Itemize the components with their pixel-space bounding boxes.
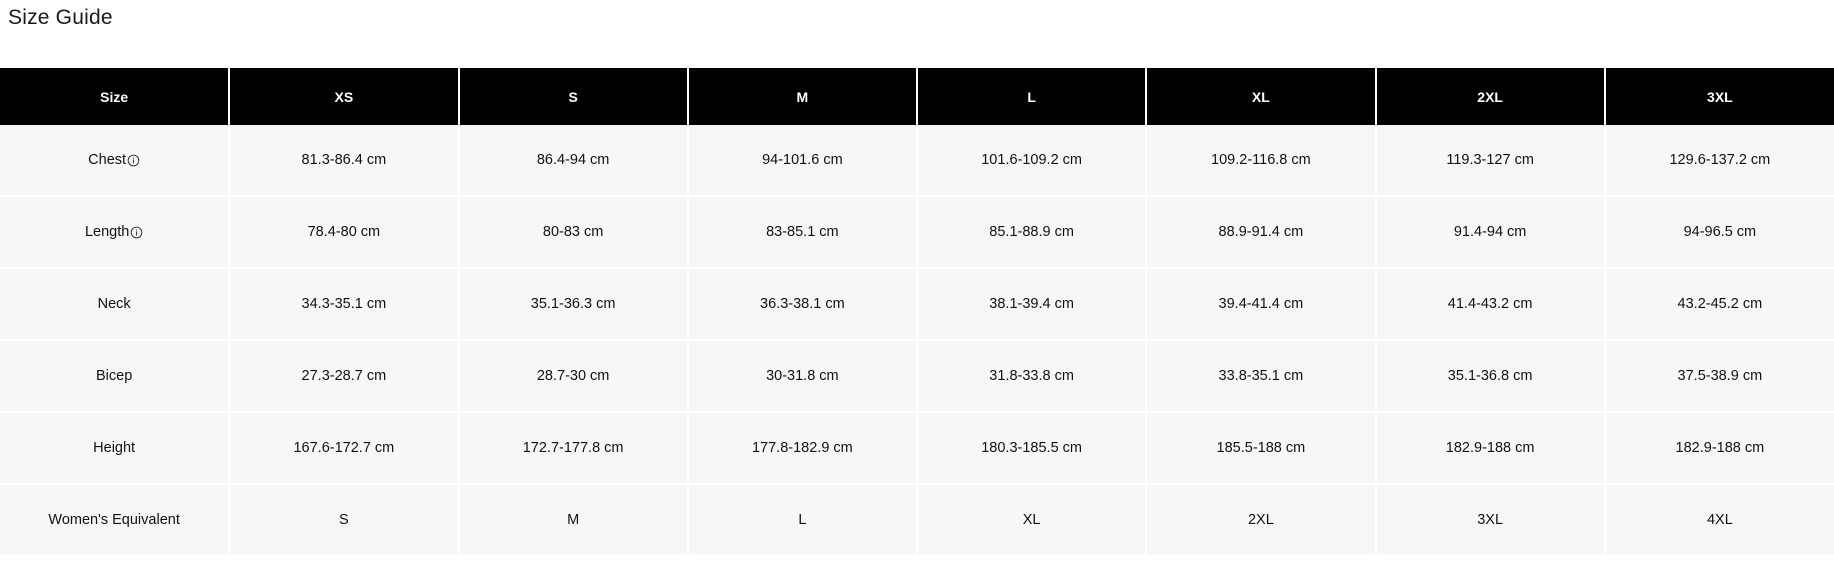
cell-womens-xl: 2XL — [1146, 484, 1375, 555]
column-header-l: L — [917, 68, 1146, 125]
cell-chest-s: 86.4-94 cm — [459, 125, 688, 196]
cell-neck-3xl: 43.2-45.2 cm — [1605, 268, 1834, 340]
cell-height-xs: 167.6-172.7 cm — [229, 412, 458, 484]
cell-length-xs: 78.4-80 cm — [229, 196, 458, 268]
cell-length-3xl: 94-96.5 cm — [1605, 196, 1834, 268]
column-header-2xl: 2XL — [1376, 68, 1605, 125]
table-row — [0, 268, 1834, 340]
table-row — [0, 484, 1834, 555]
row-label-length — [0, 196, 229, 268]
cell-height-2xl: 182.9-188 cm — [1376, 412, 1605, 484]
cell-chest-3xl: 129.6-137.2 cm — [1605, 125, 1834, 196]
row-label-chest — [0, 125, 229, 196]
cell-chest-m: 94-101.6 cm — [688, 125, 917, 196]
cell-womens-xs: S — [229, 484, 458, 555]
cell-womens-2xl: 3XL — [1376, 484, 1605, 555]
table-row — [0, 125, 1834, 196]
cell-neck-l: 38.1-39.4 cm — [917, 268, 1146, 340]
table-row — [0, 412, 1834, 484]
cell-height-s: 172.7-177.8 cm — [459, 412, 688, 484]
cell-bicep-3xl: 37.5-38.9 cm — [1605, 340, 1834, 412]
cell-neck-xs: 34.3-35.1 cm — [229, 268, 458, 340]
info-circle-icon[interactable] — [127, 154, 140, 167]
cell-womens-s: M — [459, 484, 688, 555]
cell-neck-xl: 39.4-41.4 cm — [1146, 268, 1375, 340]
size-guide-table — [0, 68, 1834, 555]
table-header — [0, 68, 1834, 125]
cell-height-m: 177.8-182.9 cm — [688, 412, 917, 484]
cell-womens-m: L — [688, 484, 917, 555]
table-row — [0, 340, 1834, 412]
cell-womens-3xl: 4XL — [1605, 484, 1834, 555]
row-label-height — [0, 412, 229, 484]
row-label-text: Women's Equivalent — [48, 512, 180, 528]
column-header-xs: XS — [229, 68, 458, 125]
table-body — [0, 125, 1834, 555]
row-label-text: Neck — [97, 296, 131, 312]
cell-chest-xl: 109.2-116.8 cm — [1146, 125, 1375, 196]
cell-bicep-2xl: 35.1-36.8 cm — [1376, 340, 1605, 412]
row-label-neck — [0, 268, 229, 340]
cell-bicep-s: 28.7-30 cm — [459, 340, 688, 412]
column-header-3xl: 3XL — [1605, 68, 1834, 125]
cell-length-xl: 88.9-91.4 cm — [1146, 196, 1375, 268]
column-header-size: Size — [0, 68, 229, 125]
cell-length-2xl: 91.4-94 cm — [1376, 196, 1605, 268]
cell-length-l: 85.1-88.9 cm — [917, 196, 1146, 268]
cell-length-m: 83-85.1 cm — [688, 196, 917, 268]
row-label-bicep — [0, 340, 229, 412]
cell-chest-l: 101.6-109.2 cm — [917, 125, 1146, 196]
row-label-text: Bicep — [95, 368, 133, 384]
column-header-m: M — [688, 68, 917, 125]
cell-height-xl: 185.5-188 cm — [1146, 412, 1375, 484]
column-header-xl: XL — [1146, 68, 1375, 125]
cell-height-l: 180.3-185.5 cm — [917, 412, 1146, 484]
cell-chest-2xl: 119.3-127 cm — [1376, 125, 1605, 196]
row-label-text: Length — [84, 224, 130, 240]
cell-bicep-l: 31.8-33.8 cm — [917, 340, 1146, 412]
page-title: Size Guide — [8, 6, 113, 29]
row-label-womens-equivalent — [0, 484, 229, 555]
cell-neck-2xl: 41.4-43.2 cm — [1376, 268, 1605, 340]
size-guide-table-container — [0, 68, 1834, 555]
cell-neck-s: 35.1-36.3 cm — [459, 268, 688, 340]
cell-bicep-xl: 33.8-35.1 cm — [1146, 340, 1375, 412]
table-header-row — [0, 68, 1834, 125]
cell-bicep-xs: 27.3-28.7 cm — [229, 340, 458, 412]
cell-bicep-m: 30-31.8 cm — [688, 340, 917, 412]
row-label-text: Height — [93, 440, 136, 456]
info-circle-icon[interactable] — [130, 226, 143, 239]
cell-length-s: 80-83 cm — [459, 196, 688, 268]
column-header-s: S — [459, 68, 688, 125]
cell-chest-xs: 81.3-86.4 cm — [229, 125, 458, 196]
cell-neck-m: 36.3-38.1 cm — [688, 268, 917, 340]
row-label-text: Chest — [88, 152, 127, 168]
cell-womens-l: XL — [917, 484, 1146, 555]
table-row — [0, 196, 1834, 268]
cell-height-3xl: 182.9-188 cm — [1605, 412, 1834, 484]
